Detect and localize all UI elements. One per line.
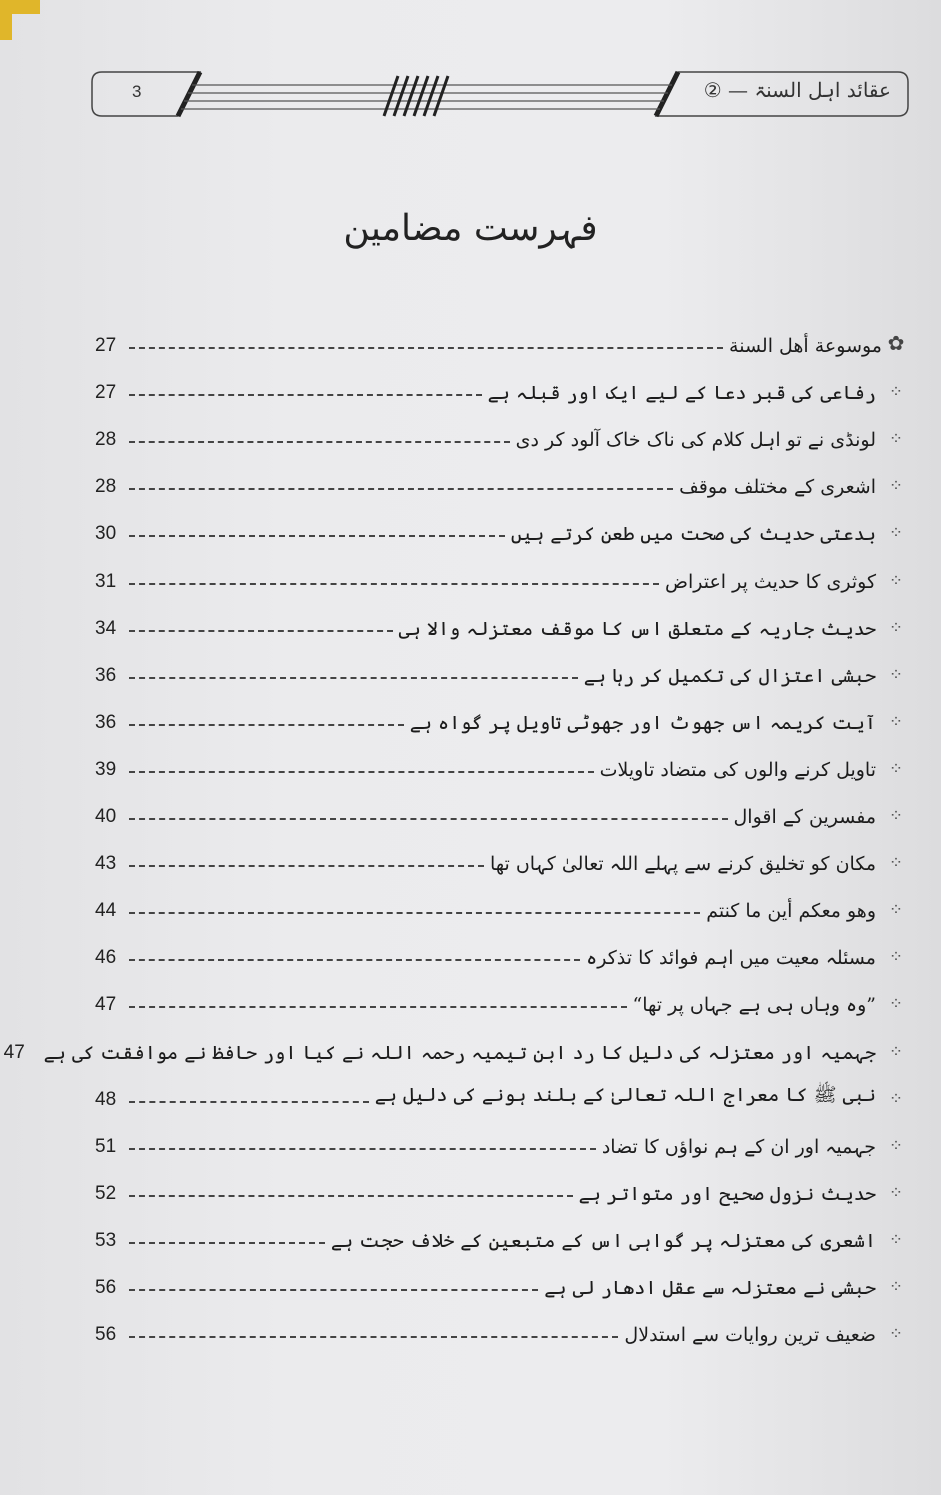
dot-leader: [129, 535, 505, 537]
toc-entry-page: 53: [95, 1229, 117, 1251]
diamond-dots-bullet-icon: ⁘: [888, 617, 904, 638]
dot-leader: [129, 1242, 325, 1244]
toc-entry[interactable]: [95, 738, 910, 785]
toc-entry[interactable]: [95, 785, 910, 832]
toc-entry-title: تاویل کرنے والوں کی متضاد تاویلات: [599, 758, 876, 781]
toc-entry[interactable]: [95, 879, 910, 926]
diamond-dots-bullet-icon: ⁘: [888, 429, 904, 450]
toc-entry-page: 39: [95, 758, 117, 780]
toc-entry-title: آیت کریمہ اس جھوٹ اور جھوٹی تاویل پر گواہ ہے: [409, 711, 876, 734]
toc-entry-title: حدیث نزول صحیح اور متواتر ہے: [578, 1182, 876, 1205]
page-number: 3: [132, 82, 142, 101]
toc-entry-title: نبی ﷺ کا معراج اللہ تعالیٰ کے بلند ہونے کی دلیل ہے: [374, 1083, 876, 1106]
dot-leader: [129, 818, 728, 820]
toc-entry[interactable]: [95, 455, 910, 502]
toc-entry-title: موسوعة أهل السنة: [729, 335, 882, 358]
dot-leader: [129, 1289, 538, 1291]
toc-entry-page: 56: [95, 1324, 117, 1346]
diamond-dots-bullet-icon: ⁘: [888, 382, 904, 403]
diamond-dots-bullet-icon: ⁘: [888, 806, 904, 827]
diamond-dots-bullet-icon: ⁘: [888, 523, 904, 544]
toc-entry-page: 28: [95, 429, 117, 451]
diamond-dots-bullet-icon: ⁘: [888, 853, 904, 874]
toc-entry[interactable]: [95, 973, 910, 1020]
dot-leader: [129, 959, 580, 961]
diamond-dots-bullet-icon: ⁘: [888, 476, 904, 497]
table-of-contents: [3, 314, 910, 1350]
toc-entry-page: 47: [95, 994, 117, 1016]
diamond-dots-bullet-icon: ⁘: [888, 994, 904, 1015]
dot-leader: [129, 394, 482, 396]
toc-entry-title: لونڈی نے تو اہل کلام کی ناک خاک آلود کر دی: [515, 429, 876, 452]
toc-entry-title: اشعری کے مختلف موقف: [679, 476, 876, 499]
toc-entry-title: بدعتی حدیث کی صحت میں طعن کرتے ہیں: [510, 523, 876, 546]
toc-entry[interactable]: [95, 1162, 910, 1209]
toc-entry-page: 28: [95, 476, 117, 498]
toc-entry[interactable]: [95, 1209, 910, 1256]
toc-entry-title: مکان کو تخلیق کرنے سے پہلے اللہ تعالیٰ کہاں تھا: [489, 853, 876, 876]
diamond-dots-bullet-icon: ⁘: [888, 1182, 904, 1203]
toc-entry-page: 46: [95, 947, 117, 969]
toc-entry[interactable]: [3, 1020, 910, 1067]
dot-leader: [129, 1101, 369, 1103]
diamond-dots-bullet-icon: ⁘: [888, 1324, 904, 1345]
toc-entry-page: 34: [95, 617, 117, 639]
toc-entry[interactable]: [95, 691, 910, 738]
toc-entry[interactable]: [95, 549, 910, 596]
diamond-dots-bullet-icon: ⁘: [888, 758, 904, 779]
dot-leader: [129, 865, 484, 867]
toc-entry-title: رفاعی کی قبر دعا کے لیے ایک اور قبلہ ہے: [487, 382, 876, 405]
toc-entry-title: حدیث جاریہ کے متعلق اس کا موقف معتزلہ والا ہی: [398, 617, 876, 640]
toc-entry-page: 52: [95, 1182, 117, 1204]
dot-leader: [129, 912, 700, 914]
toc-entry-title: مسئلہ معیت میں اہم فوائد کا تذکرہ: [586, 947, 876, 970]
toc-entry-title: حبشی اعتزال کی تکمیل کر رہا ہے: [583, 664, 876, 687]
toc-entry-page: 27: [95, 335, 117, 357]
toc-entry[interactable]: [95, 408, 910, 455]
toc-entry-page: 47: [3, 1041, 25, 1063]
toc-entry[interactable]: [95, 1068, 910, 1115]
dot-leader: [129, 630, 393, 632]
diamond-dots-bullet-icon: ⁘: [888, 1041, 904, 1062]
toc-entry-title: جہمیہ اور ان کے ہم نواؤں کا تضاد: [601, 1135, 876, 1158]
toc-entry-page: 56: [95, 1276, 117, 1298]
toc-entry-title: حبشی نے معتزلہ سے عقل ادھار لی ہے: [544, 1276, 876, 1299]
dot-leader: [129, 1148, 596, 1150]
dot-leader: [129, 724, 404, 726]
toc-entry-page: 31: [95, 570, 117, 592]
toc-entry[interactable]: [95, 1256, 910, 1303]
toc-entry[interactable]: [95, 926, 910, 973]
toc-entry-title: وهو معكم أين ما كنتم: [706, 900, 876, 923]
toc-entry[interactable]: [95, 832, 910, 879]
dot-leader: [129, 347, 723, 349]
diamond-dots-bullet-icon: ⁘: [888, 900, 904, 921]
toc-entry-page: 30: [95, 523, 117, 545]
toc-entry-page: 27: [95, 382, 117, 404]
page-corner-decoration: [0, 0, 12, 40]
toc-entry-page: 44: [95, 900, 117, 922]
book-title: عقائد اہل السنۃ — ②: [703, 78, 891, 102]
toc-entry-page: 40: [95, 806, 117, 828]
toc-entry[interactable]: [95, 361, 910, 408]
diamond-dots-bullet-icon: ⁘: [888, 1229, 904, 1250]
running-header: [88, 66, 913, 122]
toc-entry[interactable]: [95, 1303, 910, 1350]
dot-leader: [129, 771, 594, 773]
diamond-dots-bullet-icon: ⁘: [888, 711, 904, 732]
toc-entry-title: جہمیہ اور معتزلہ کی دلیل کا رد ابن تیمیہ رحمہ اللہ نے کیا اور حافظ نے موافقت کی ہے: [43, 1041, 876, 1064]
toc-entry[interactable]: [95, 597, 910, 644]
toc-entry[interactable]: [95, 644, 910, 691]
toc-entry-title: کوثری کا حدیث پر اعتراض: [664, 570, 876, 593]
dot-leader: [129, 441, 510, 443]
diamond-dots-bullet-icon: ⁘: [888, 1088, 904, 1109]
toc-entry-page: 36: [95, 664, 117, 686]
flower-bullet-icon: ✿: [887, 331, 905, 356]
toc-entry[interactable]: [95, 314, 910, 361]
toc-entry-title: ”وہ وہاں ہی ہے جہاں پر تھا“: [632, 994, 876, 1017]
toc-entry-title: اشعری کی معتزلہ پر گواہی اس کے متبعین کے خلاف حجت ہے: [330, 1229, 876, 1252]
toc-entry[interactable]: [95, 502, 910, 549]
diamond-dots-bullet-icon: ⁘: [888, 947, 904, 968]
toc-entry[interactable]: [95, 1115, 910, 1162]
dot-leader: [129, 1336, 618, 1338]
diamond-dots-bullet-icon: ⁘: [888, 1135, 904, 1156]
dot-leader: [129, 1006, 627, 1008]
toc-entry-title: ضعیف ترین روایات سے استدلال: [624, 1324, 876, 1347]
toc-entry-title: مفسرین کے اقوال: [733, 806, 876, 829]
dot-leader: [129, 677, 578, 679]
toc-heading: فہرست مضامین: [343, 208, 598, 249]
diamond-dots-bullet-icon: ⁘: [888, 1276, 904, 1297]
dot-leader: [129, 583, 659, 585]
dot-leader: [129, 1195, 573, 1197]
diamond-dots-bullet-icon: ⁘: [888, 664, 904, 685]
toc-entry-page: 36: [95, 711, 117, 733]
toc-entry-page: 48: [95, 1088, 117, 1110]
toc-entry-page: 43: [95, 853, 117, 875]
diamond-dots-bullet-icon: ⁘: [888, 570, 904, 591]
toc-entry-page: 51: [95, 1135, 117, 1157]
dot-leader: [129, 488, 673, 490]
